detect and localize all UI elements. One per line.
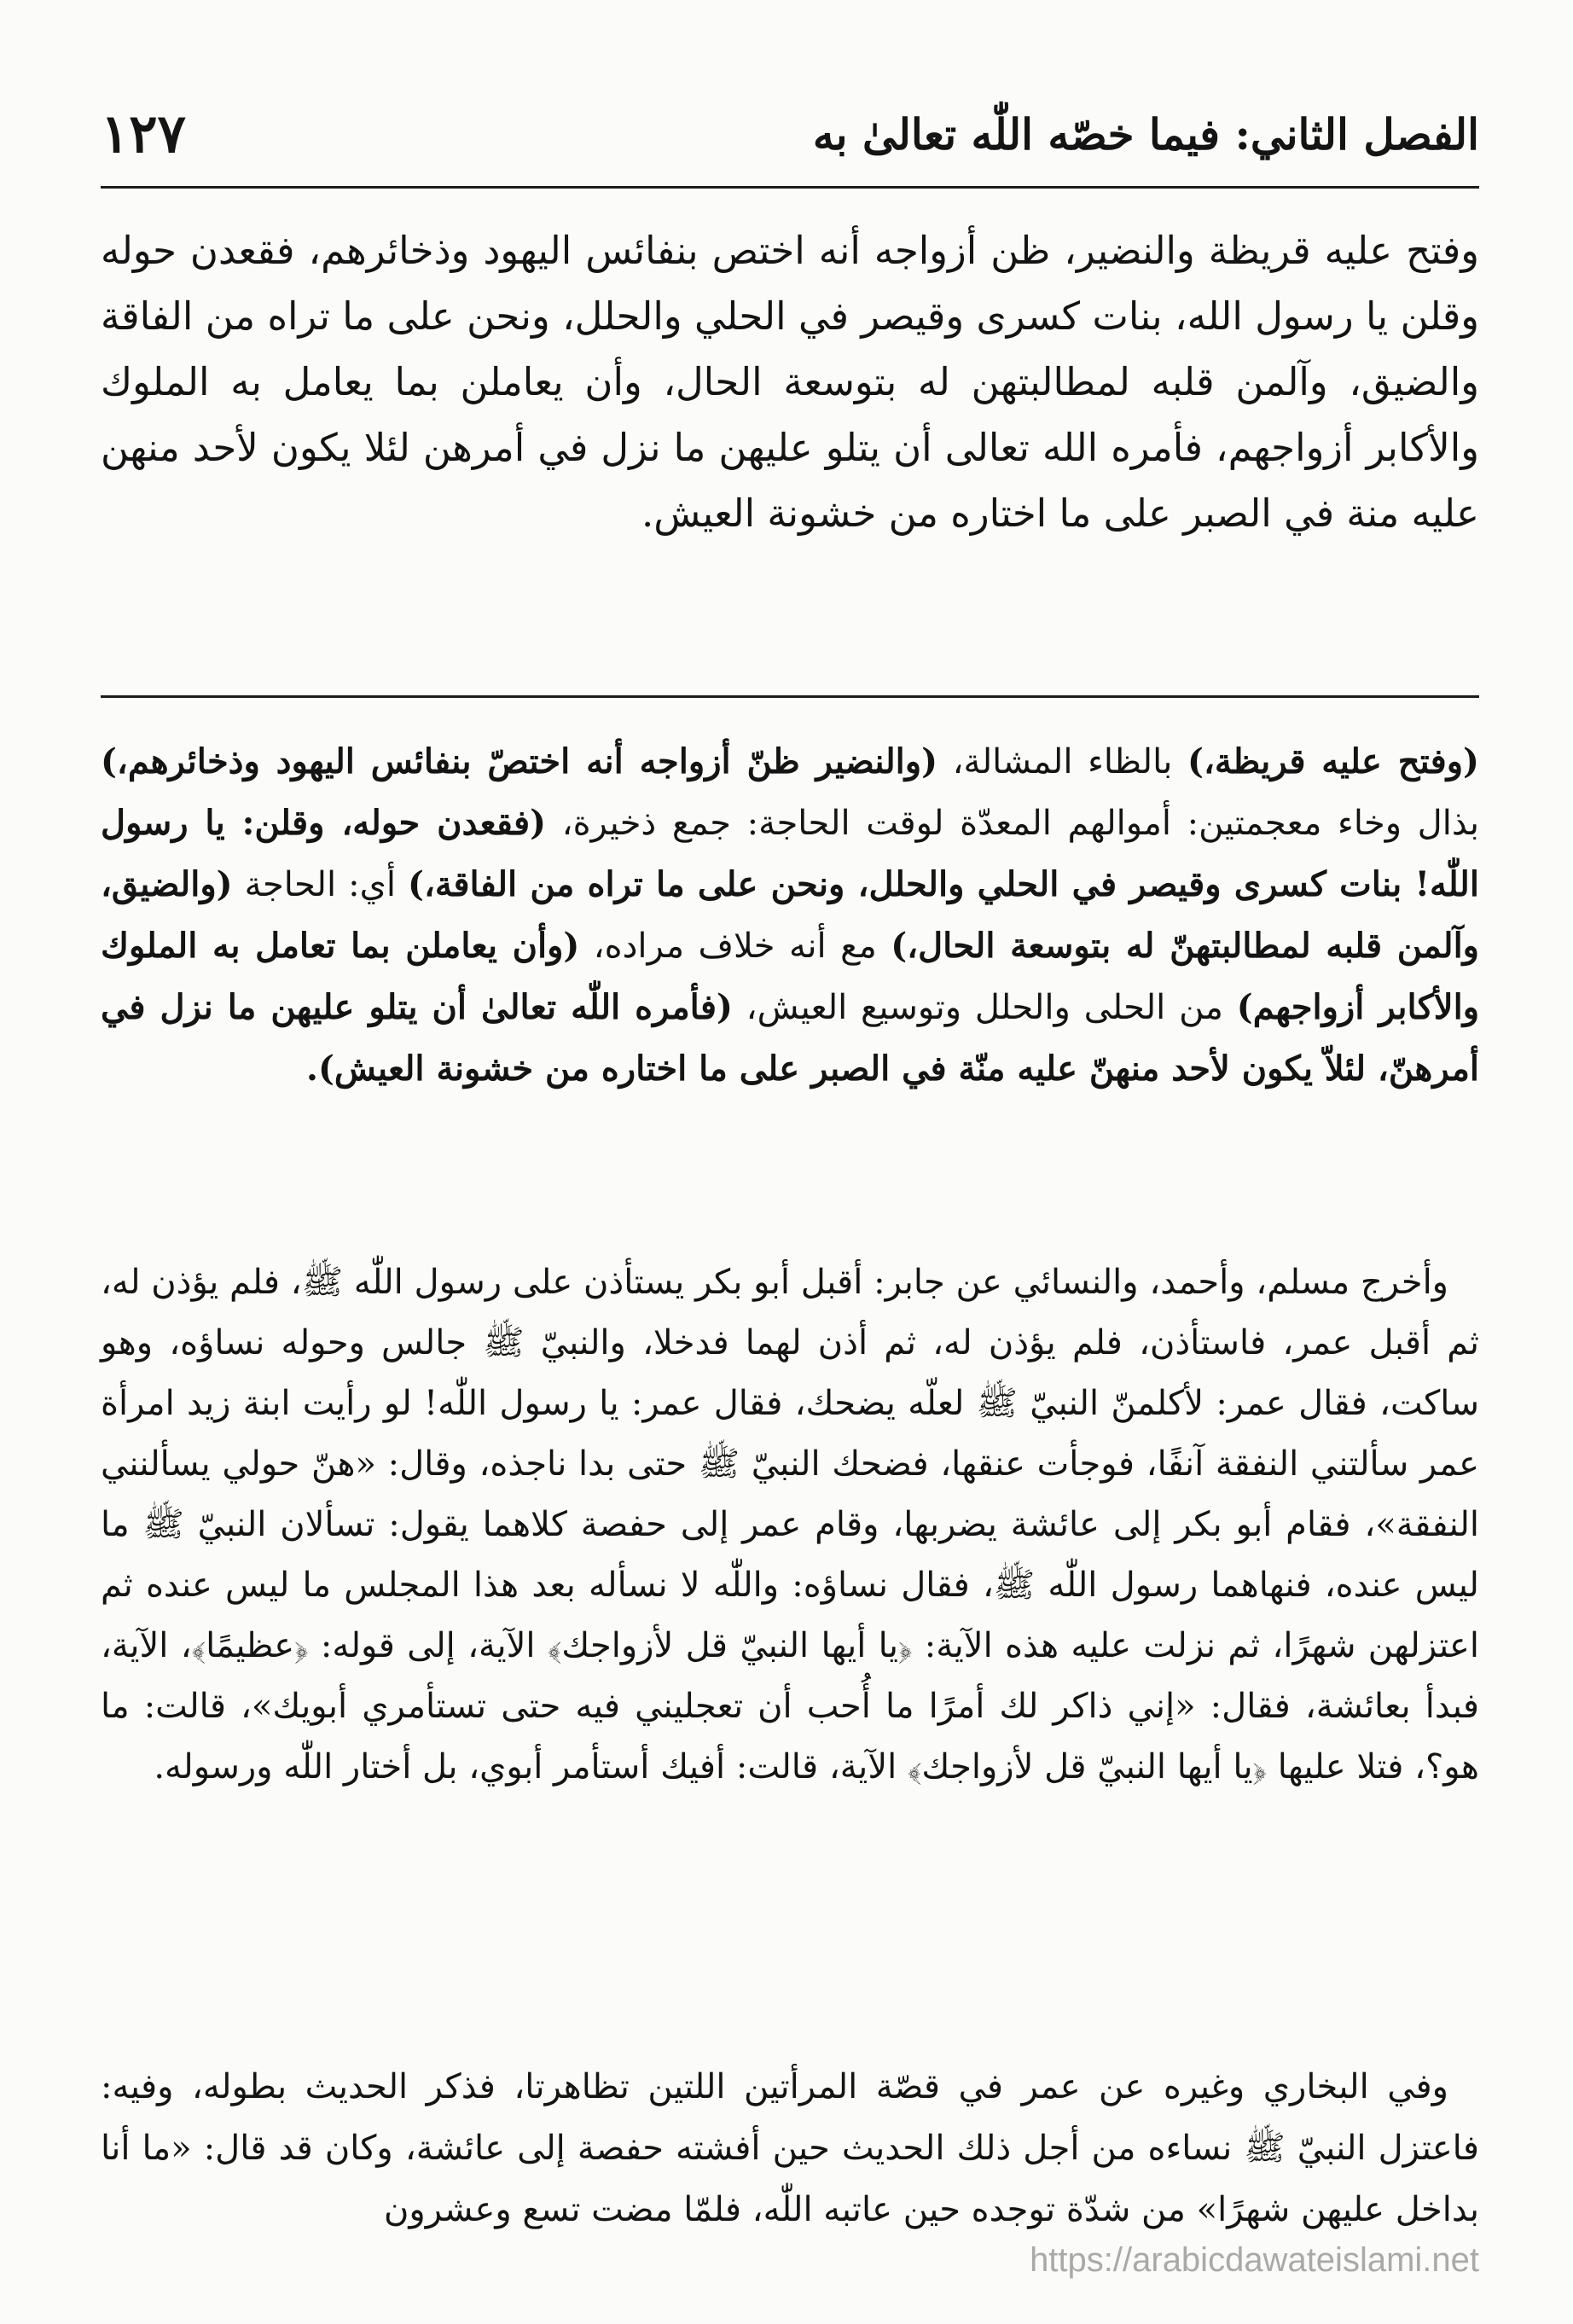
quoted-matn: (والضيق، وآلمن قلبه لمطالبتهنّ له بتوسعة الحال،) — [101, 864, 1479, 966]
commentary-text: بالظاء المشالة، — [937, 742, 1188, 781]
hadith-paragraph-1 — [101, 1252, 1479, 1798]
quoted-matn: (والنضير ظنّ أزواجه أنه اختصّ بنفائس اليهود وذخائرهم،) — [101, 741, 938, 781]
quoted-matn: (فأمره اللّٰه تعالىٰ أن يتلو عليهن ما نزل في أمرهنّ، لئلاّ يكون لأحد منهنّ عليه منّة في الصبر على ما اختاره من خشونة العيش). — [101, 987, 1479, 1089]
matn-paragraph: وفتح عليه قريظة والنضير، ظن أزواجه أنه اختص بنفائس اليهود وذخائرهم، فقعدن حوله وقلن يا رسول الله، بنات كسرى وقيصر في الحلي والحلل، ونحن على ما تراه من الفاقة والضيق، وآلمن قلبه لمطالبتهن له بتوسعة الحال، وأن يعاملن بما يعامل به الملوك والأكابر أزواجهم، فأمره الله تعالى أن يتلو عليهن ما نزل في أمرهن لئلا يكون لأحد منهن عليه منة في الصبر على ما اختاره من خشونة العيش. — [101, 228, 1479, 536]
commentary-text: بذال وخاء معجمتين: أموالهم المعدّة لوقت الحاجة: جمع ذخيرة، — [546, 804, 1479, 843]
quoted-matn: (وأن يعاملن بما تعامل به الملوك والأكابر أزواجهم) — [101, 926, 1480, 1027]
sharh-paragraph — [101, 731, 1479, 1100]
running-head: الفصل الثاني: فيما خصّه اللّٰه تعالىٰ به — [812, 109, 1479, 160]
commentary-text: من الحلى والحلل وتوسيع العيش، — [732, 988, 1237, 1027]
page-number: ١٢٧ — [101, 102, 186, 165]
matn-text — [101, 218, 1479, 546]
page-header — [101, 101, 1479, 186]
hadith-text: وأخرج مسلم، وأحمد، والنسائي عن جابر: أقبل أبو بكر يستأذن على رسول اللّٰه ﷺ، فلم يؤذن له، ثم أقبل عمر، فاستأذن، فلم يؤذن له، ثم أذن لهما فدخلا، والنبيّ ﷺ جالس وحوله نساؤه، وهو ساكت، فقال عمر: لأكلمنّ النبيّ ﷺ لعلّه يضحك، فقال عمر: يا رسول اللّٰه! لو رأيت ابنة زيد امرأة عمر سألتني النفقة آنفًا، فوجأت عنقها، فضحك النبيّ ﷺ حتى بدا ناجذه، وقال: «هنّ حولي يسألنني النفقة»، فقام أبو بكر إلى عائشة يضربها، وقام عمر إلى حفصة كلاهما يقول: تسألان النبيّ ﷺ ما ليس عنده، فنهاهما رسول اللّٰه ﷺ، فقال نساؤه: واللّٰه لا نسأله بعد هذا المجلس ما ليس عنده ثم اعتزلهن شهرًا، ثم نزلت عليه هذه الآية: ﴿يا أيها النبيّ قل لأزواجك﴾ الآية، إلى قوله: ﴿عظيمًا﴾، الآية، فبدأ بعائشة، فقال: «إني ذاكر لك أمرًا ما أُحب أن تعجليني فيه حتى تستأمري أبويك»، قالت: ما هو؟، فتلا عليها ﴿يا أيها النبيّ قل لأزواجك﴾ الآية، قالت: أفيك أستأمر أبوي، بل أختار اللّٰه ورسوله. — [101, 1263, 1479, 1787]
quoted-matn: (فقعدن حوله، وقلن: يا رسول اللّٰه! بنات كسرى وقيصر في الحلي والحلل، ونحن على ما تراه من الفاقة،) — [101, 803, 1479, 904]
hadith-text: وفي البخاري وغيره عن عمر في قصّة المرأتين اللتين تظاهرتا، فذكر الحديث بطوله، وفيه: فاعتزل النبيّ ﷺ نساءه من أجل ذلك الحديث حين أفشته حفصة إلى عائشة، وكان قد قال: «ما أنا بداخل عليهن شهرًا» من شدّة توجده حين عاتبه اللّٰه، فلمّا مضت تسع وعشرون — [101, 2067, 1479, 2229]
hadith-paragraph-2 — [101, 2056, 1479, 2240]
quoted-matn: (وفتح عليه قريظة،) — [1187, 741, 1479, 781]
watermark-url: https://arabicdawateislami.net — [1030, 2241, 1479, 2279]
separator-rule — [101, 695, 1479, 698]
header-rule — [101, 186, 1479, 189]
sharh-commentary — [101, 731, 1479, 1100]
commentary-text: أي: الحاجة — [232, 865, 409, 904]
commentary-text: مع أنه خلاف مراده، — [579, 927, 891, 966]
